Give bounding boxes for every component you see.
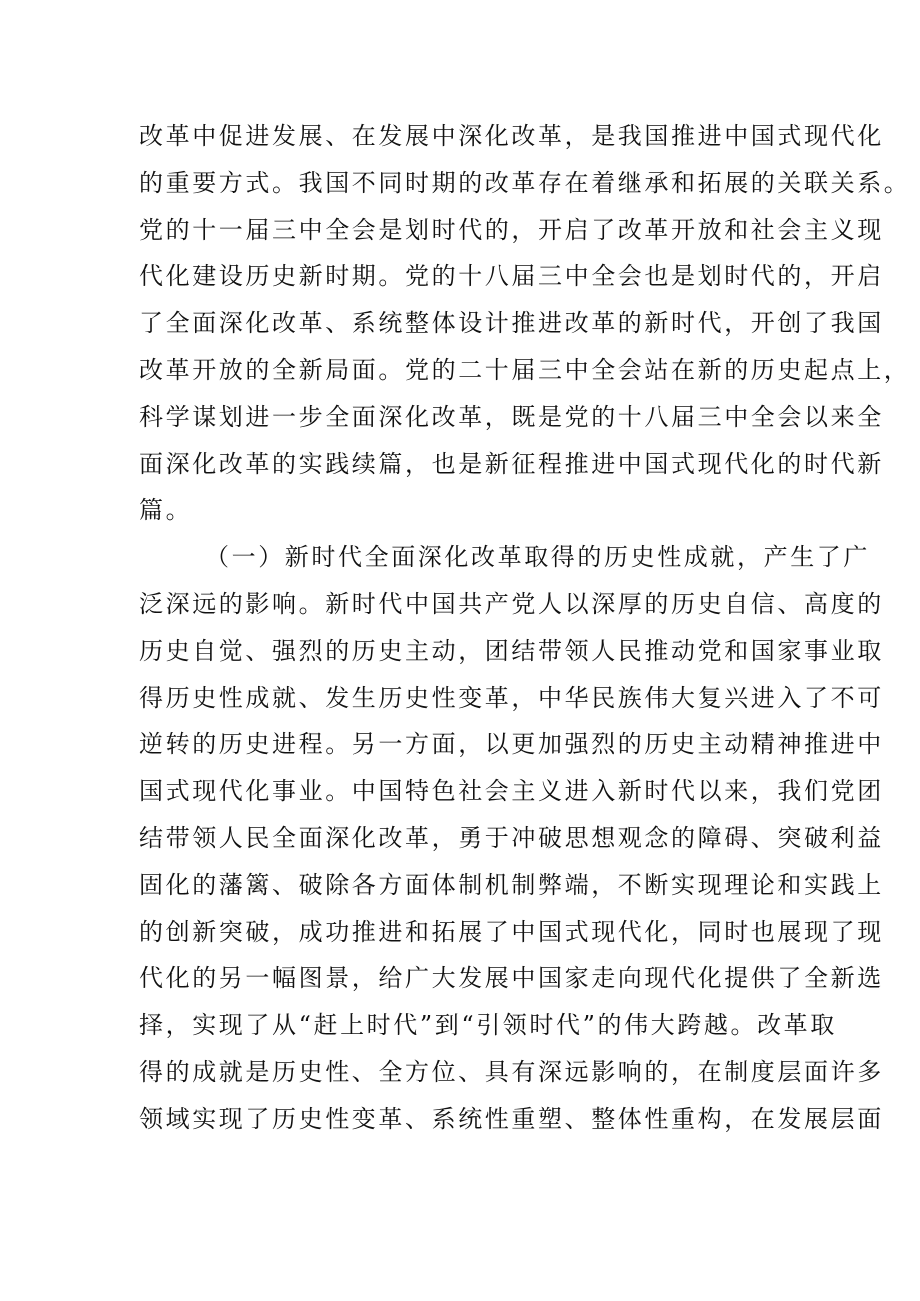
text-line: 历史自觉、强烈的历史主动，团结带领人民推动党和国家事业取 <box>139 636 884 665</box>
text-line: 代化建设历史新时期。党的十八届三中全会也是划时代的，开启 <box>139 262 884 291</box>
text-line-indented: （一）新时代全面深化改革取得的历史性成就，产生了广 <box>205 543 870 572</box>
text-line: 得的成就是历史性、全方位、具有深远影响的，在制度层面许多 <box>139 1057 884 1086</box>
text-line: 党的十一届三中全会是划时代的，开启了改革开放和社会主义现 <box>139 215 884 244</box>
text-line: 改革开放的全新局面。党的二十届三中全会站在新的历史起点上， <box>139 355 911 384</box>
text-line: 领域实现了历史性变革、系统性重塑、整体性重构，在发展层面 <box>139 1104 884 1133</box>
text-line: 得历史性成就、发生历史性变革，中华民族伟大复兴进入了不可 <box>139 683 884 712</box>
paragraph-2 <box>139 534 884 1142</box>
text-line: 的创新突破，成功推进和拓展了中国式现代化，同时也展现了现 <box>139 917 884 946</box>
text-line: 面深化改革的实践续篇，也是新征程推进中国式现代化的时代新 <box>139 449 884 478</box>
text-line: 固化的藩篱、破除各方面体制机制弊端，不断实现理论和实践上 <box>139 870 884 899</box>
text-line: 逆转的历史进程。另一方面，以更加强烈的历史主动精神推进中 <box>139 730 884 759</box>
text-line: 择，实现了从“赶上时代”到“引领时代”的伟大跨越。改革取 <box>139 1011 837 1040</box>
document-body <box>139 113 911 1143</box>
text-line: 的重要方式。我国不同时期的改革存在着继承和拓展的关联关系。 <box>139 168 911 197</box>
text-line: 了全面深化改革、系统整体设计推进改革的新时代，开创了我国 <box>139 309 884 338</box>
text-line: 国式现代化事业。中国特色社会主义进入新时代以来，我们党团 <box>139 777 884 806</box>
text-line: 代化的另一幅图景，给广大发展中国家走向现代化提供了全新选 <box>139 964 884 993</box>
text-line: 结带领人民全面深化改革，勇于冲破思想观念的障碍、突破利益 <box>139 823 884 852</box>
text-line: 科学谋划进一步全面深化改革，既是党的十八届三中全会以来全 <box>139 402 884 431</box>
paragraph-1 <box>139 113 911 534</box>
text-line: 泛深远的影响。新时代中国共产党人以深厚的历史自信、高度的 <box>139 589 884 618</box>
text-line: 改革中促进发展、在发展中深化改革，是我国推进中国式现代化 <box>139 122 884 150</box>
text-line: 篇。 <box>139 496 193 525</box>
